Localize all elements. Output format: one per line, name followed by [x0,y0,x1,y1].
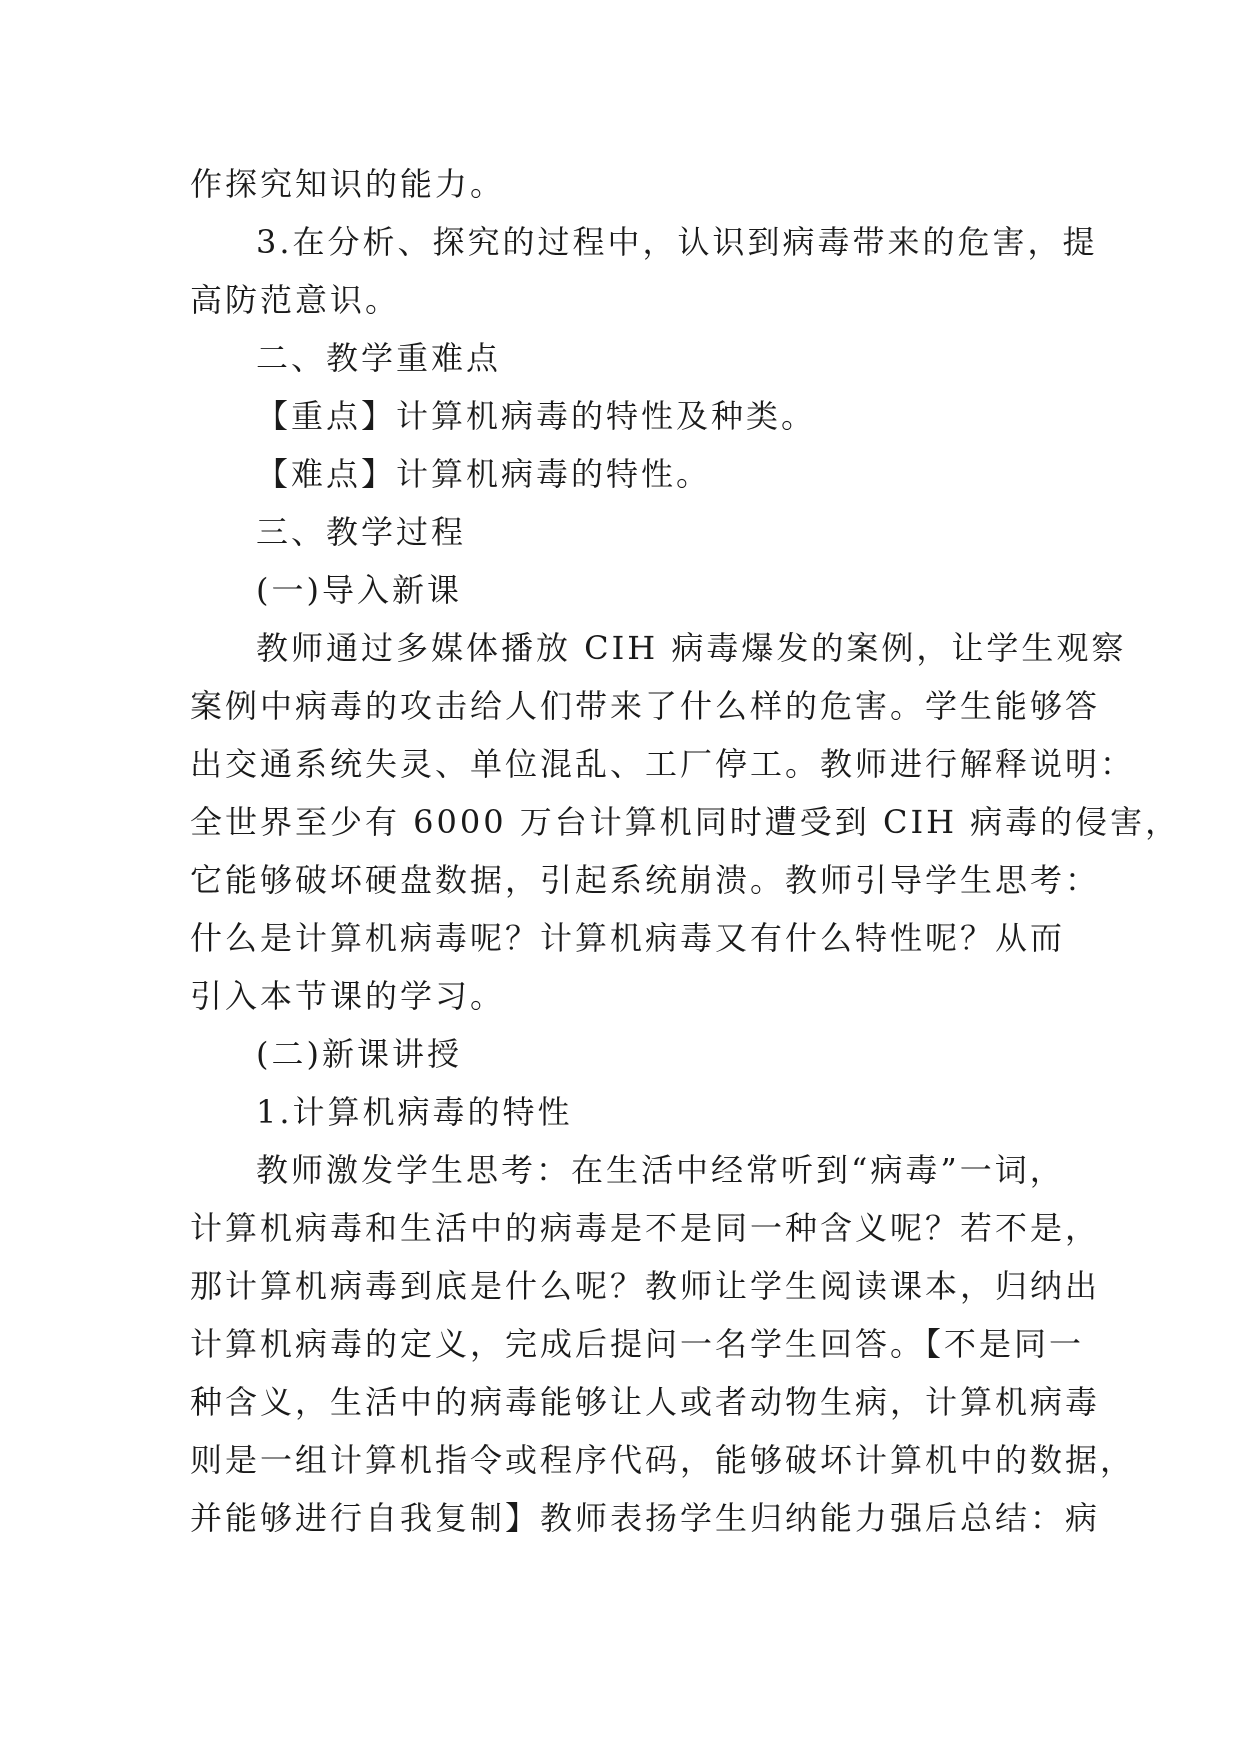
text-line: 计算机病毒的定义，完成后提问一名学生回答。【不是同一 [190,1325,1085,1363]
text-line: 则是一组计算机指令或程序代码，能够破坏计算机中的数据， [190,1441,1136,1479]
text-line: 高防范意识。 [190,281,401,319]
text-line: 案例中病毒的攻击给人们带来了什么样的危害。学生能够答 [190,687,1101,725]
text-line: 【重点】计算机病毒的特性及种类。 [256,397,817,435]
text-line: 那计算机病毒到底是什么呢？教师让学生阅读课本，归纳出 [190,1267,1101,1305]
text-line: 什么是计算机病毒呢？计算机病毒又有什么特性呢？从而 [190,919,1066,957]
subsection-heading: 1.计算机病毒的特性 [256,1093,573,1131]
text-line: 【难点】计算机病毒的特性。 [256,455,712,493]
section-heading: 三、教学过程 [256,513,467,551]
text-line: 教师通过多媒体播放 CIH 病毒爆发的案例，让学生观察 [256,629,1127,667]
text-line: 3.在分析、探究的过程中，认识到病毒带来的危害，提 [256,223,1098,261]
text-line: 它能够破坏硬盘数据，引起系统崩溃。教师引导学生思考： [190,861,1101,899]
text-line: 计算机病毒和生活中的病毒是不是同一种含义呢？若不是， [190,1209,1101,1247]
text-line: 引入本节课的学习。 [190,977,506,1015]
subsection-heading: (一)导入新课 [256,571,462,609]
document-page [190,155,1181,1547]
section-heading: 二、教学重难点 [256,339,502,377]
text-line: 并能够进行自我复制】教师表扬学生归纳能力强后总结：病 [190,1499,1101,1537]
text-line: 作探究知识的能力。 [190,165,506,203]
subsection-heading: (二)新课讲授 [256,1035,462,1073]
text-line: 种含义，生活中的病毒能够让人或者动物生病，计算机病毒 [190,1383,1101,1421]
text-line: 教师激发学生思考：在生活中经常听到“病毒”一词， [256,1151,1065,1189]
text-line: 全世界至少有 6000 万台计算机同时遭受到 CIH 病毒的侵害， [190,803,1181,841]
text-line: 出交通系统失灵、单位混乱、工厂停工。教师进行解释说明： [190,745,1136,783]
